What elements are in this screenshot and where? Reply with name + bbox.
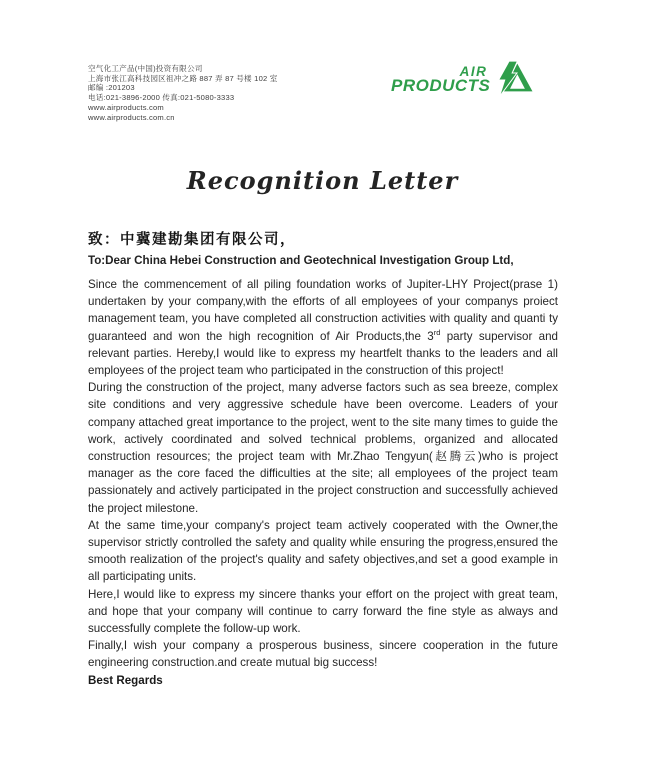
website-line: www.airproducts.com: [88, 102, 164, 112]
letter-paragraph: [88, 276, 558, 379]
air-products-logo-text: [391, 66, 490, 94]
letter-paragraph: At the same time,your company's project team actively cooperated with the Owner,the supervisor strictly controlled the safety and quality while ensuring the progress,ensured the smooth realization of the project's quality and safety objectives,and set a good example in all participating units.: [88, 518, 558, 584]
letterhead-company-info: [88, 64, 278, 122]
letter-body: [88, 276, 558, 689]
ordinal-superscript: rd: [433, 327, 441, 337]
addressee-block: [88, 228, 558, 267]
letter-paragraph: Finally,I wish your company a prosperous business, sincere cooperation in the future engineering construction.and create mutual big success!: [88, 639, 558, 670]
postal-code-line: 邮编 :201203: [88, 83, 135, 93]
company-name-line: 空气化工产品(中国)投资有限公司: [88, 64, 203, 73]
phone-fax-line: 电话:021-3896-2000 传真:021-5080-3333: [88, 93, 235, 103]
paragraph1-text-before-sup: Since the commencement of all piling foundation works of Jupiter-LHY Project(prase 1) undertaken by your company,with the efforts of all employees of your companys proiect management team, you have completed all construction activities with quality and quanti ty guaranteed and won the high recognition of Air Products,the 3: [88, 278, 558, 343]
paragraph1-text-after-sup: party supervisor and relevant parties. Hereby,I would like to express my heartfelt thanks to the leaders and all employees of the project team who participated in the construction of this project!: [88, 329, 558, 378]
logo-products-word: PRODUCTS: [391, 76, 491, 95]
logo-air-word: AIR: [459, 64, 488, 79]
addressee-chinese: 致：中冀建勘集团有限公司，: [88, 232, 296, 248]
website-cn-line: www.airproducts.com.cn: [88, 112, 175, 122]
addressee-english: To:Dear China Hebei Construction and Geotechnical Investigation Group Ltd,: [88, 254, 514, 267]
letter-title: Recognition Letter: [186, 166, 459, 195]
air-products-logo: [391, 61, 534, 94]
company-address-line: 上海市张江高科技园区祖冲之路 887 弄 87 号楼 102 室: [88, 73, 278, 83]
air-products-bolt-triangle-icon: [494, 61, 534, 94]
closing-salutation: Best Regards: [88, 673, 163, 687]
letter-paragraph: During the construction of the project, many adverse factors such as sea breeze, complex site conditions and very aggressive schedule have been overcome. Leaders of your company attached great importance to the project, went to the site many times to guide the work, actively coordinated and solved technical problems, organized and allocated construction resources; the project team with Mr.Zhao Tengyun(赵腾云)who is project manager as the core faced the difficulties at the site; all employees of the project team passionately and actively participated in the project construction and successfully achieved the project milestone.: [88, 381, 558, 515]
letter-paragraph: Here,I would like to express my sincere thanks your effort on the project with great team, and hope that your company will continue to carry forward the fine style as always and successfully complete the follow-up work.: [88, 587, 558, 636]
